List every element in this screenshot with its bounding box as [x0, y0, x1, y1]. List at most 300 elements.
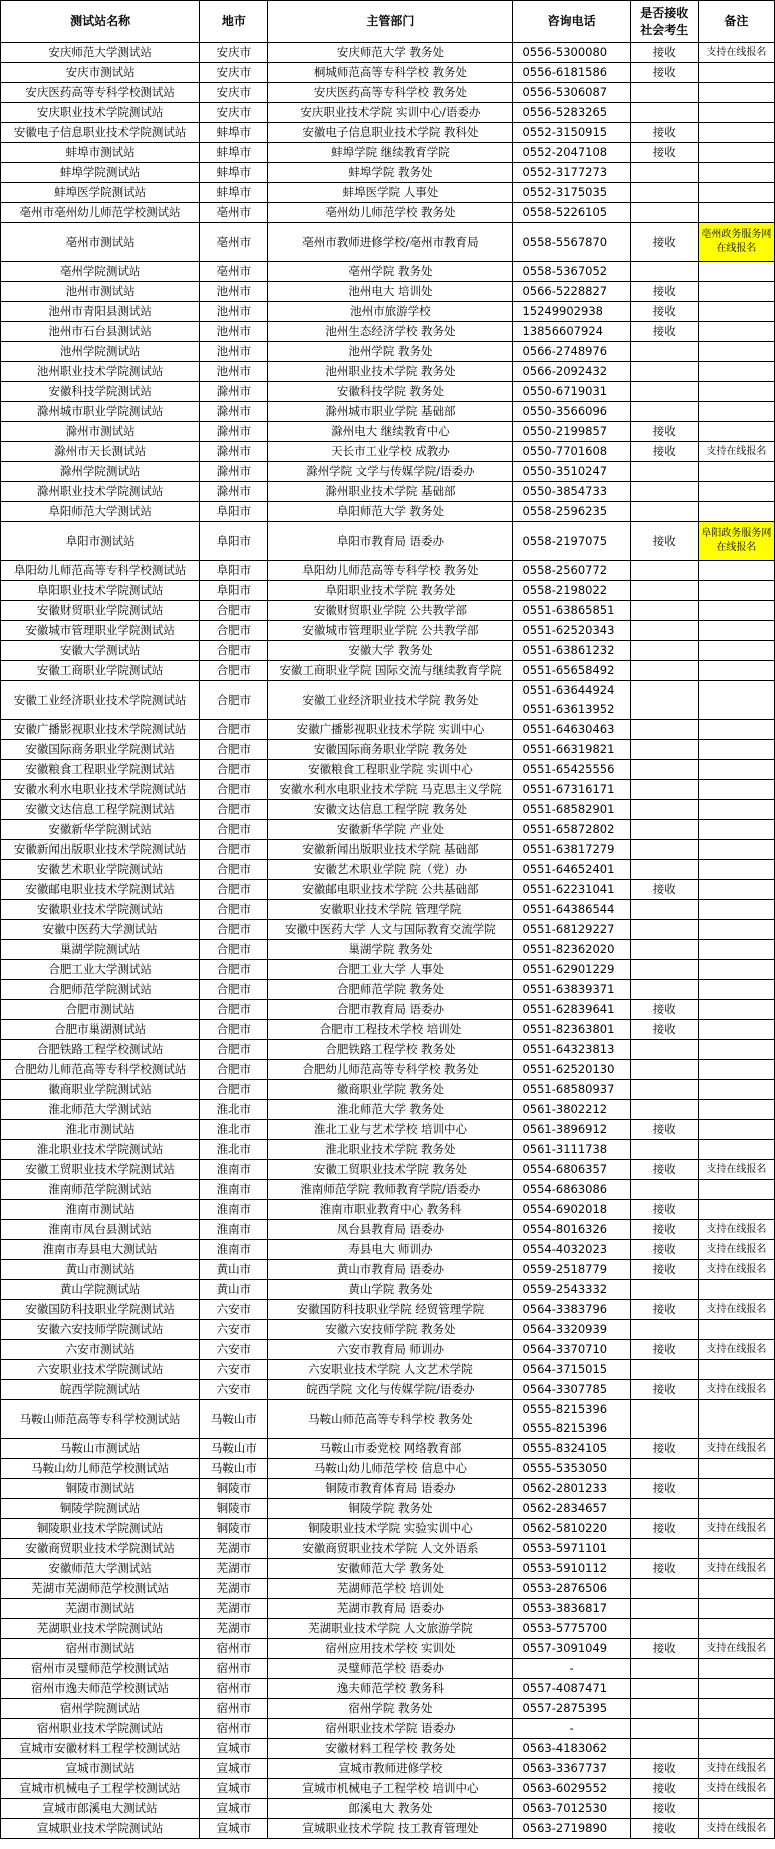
accept-public-cell: [630, 681, 698, 720]
phone-number: 0558-5226105: [522, 205, 608, 219]
phone-cell: [513, 1040, 630, 1060]
table-row: [1, 143, 775, 163]
department-cell: 合肥师范学院 教务处: [268, 980, 513, 1000]
accept-public-cell: 接收: [630, 1639, 698, 1659]
phone-cell: [513, 840, 630, 860]
header-city: 地市: [200, 1, 268, 43]
station-name-cell: 合肥师范学院测试站: [1, 980, 200, 1000]
table-row: [1, 920, 775, 940]
city-cell: 池州市: [200, 282, 268, 302]
table-row: [1, 980, 775, 1000]
city-cell: 合肥市: [200, 840, 268, 860]
city-cell: 合肥市: [200, 641, 268, 661]
city-cell: 铜陵市: [200, 1519, 268, 1539]
station-name-cell: 滁州市测试站: [1, 422, 200, 442]
table-row: [1, 163, 775, 183]
phone-number: 0564-3307785: [522, 1382, 608, 1396]
city-cell: 合肥市: [200, 720, 268, 740]
accept-public-cell: [630, 940, 698, 960]
note-cell: [698, 1060, 774, 1080]
phone-cell: [513, 641, 630, 661]
department-cell: 巢湖学院 教务处: [268, 940, 513, 960]
city-cell: 宿州市: [200, 1679, 268, 1699]
phone-cell: [513, 681, 630, 720]
accept-public-cell: 接收: [630, 1260, 698, 1280]
station-name-cell: 安徽新闻出版职业技术学院测试站: [1, 840, 200, 860]
phone-number: 0551-63613952: [522, 702, 615, 716]
department-cell: 安徽大学 教务处: [268, 641, 513, 661]
station-name-cell: 安徽广播影视职业技术学院测试站: [1, 720, 200, 740]
city-cell: 池州市: [200, 302, 268, 322]
city-cell: 淮南市: [200, 1180, 268, 1200]
table-row: [1, 1200, 775, 1220]
phone-number: 0558-2198022: [522, 583, 608, 597]
department-cell: 安徽商贸职业技术学院 人文外语系: [268, 1539, 513, 1559]
phone-number: 0553-3836817: [522, 1601, 608, 1615]
department-cell: 安徽职业技术学院 管理学院: [268, 900, 513, 920]
table-body: [1, 43, 775, 1839]
city-cell: 合肥市: [200, 920, 268, 940]
table-row: [1, 382, 775, 402]
station-name-cell: 安徽国际商务职业学院测试站: [1, 740, 200, 760]
accept-public-cell: [630, 1360, 698, 1380]
department-cell: 铜陵市教育体育局 语委办: [268, 1479, 513, 1499]
city-cell: 蚌埠市: [200, 163, 268, 183]
accept-public-cell: [630, 860, 698, 880]
station-name-cell: 安徽新华学院测试站: [1, 820, 200, 840]
accept-public-cell: [630, 980, 698, 1000]
table-row: [1, 223, 775, 262]
accept-public-cell: 接收: [630, 1200, 698, 1220]
phone-number: 0555-8215396: [522, 1402, 608, 1416]
station-name-cell: 宣城市安徽材料工程学校测试站: [1, 1739, 200, 1759]
phone-number: 0550-3854733: [522, 484, 608, 498]
department-cell: 合肥铁路工程学校 教务处: [268, 1040, 513, 1060]
phone-cell: [513, 1459, 630, 1479]
note-cell: [698, 1479, 774, 1499]
city-cell: 阜阳市: [200, 561, 268, 581]
station-name-cell: 六安市测试站: [1, 1340, 200, 1360]
phone-cell: [513, 1060, 630, 1080]
table-row: [1, 840, 775, 860]
table-row: [1, 1579, 775, 1599]
table-row: [1, 900, 775, 920]
phone-number: 0551-68129227: [522, 922, 615, 936]
table-row: [1, 1819, 775, 1839]
accept-public-cell: 接收: [630, 442, 698, 462]
station-name-cell: 亳州市亳州幼儿师范学校测试站: [1, 203, 200, 223]
accept-public-cell: [630, 1659, 698, 1679]
phone-cell: [513, 1180, 630, 1200]
city-cell: 合肥市: [200, 820, 268, 840]
phone-number: 0553-2876506: [522, 1581, 608, 1595]
city-cell: 合肥市: [200, 740, 268, 760]
header-note: 备注: [698, 1, 774, 43]
accept-public-cell: [630, 362, 698, 382]
table-row: [1, 1080, 775, 1100]
city-cell: 铜陵市: [200, 1499, 268, 1519]
note-cell: 支持在线报名: [698, 1260, 774, 1280]
table-row: [1, 641, 775, 661]
station-name-cell: 安徽师范大学测试站: [1, 1559, 200, 1579]
note-cell: [698, 502, 774, 522]
phone-cell: [513, 442, 630, 462]
accept-public-cell: [630, 103, 698, 123]
department-cell: 马鞍山师范高等专科学校 教务处: [268, 1400, 513, 1439]
table-row: [1, 760, 775, 780]
department-cell: 安徽国防科技职业学院 经贸管理学院: [268, 1300, 513, 1320]
city-cell: 合肥市: [200, 780, 268, 800]
phone-number: 0551-68582901: [522, 802, 615, 816]
city-cell: 合肥市: [200, 1080, 268, 1100]
phone-number: 0550-3510247: [522, 464, 608, 478]
station-name-cell: 黄山市测试站: [1, 1260, 200, 1280]
accept-public-cell: [630, 720, 698, 740]
city-cell: 合肥市: [200, 621, 268, 641]
accept-public-cell: [630, 960, 698, 980]
phone-cell: [513, 1000, 630, 1020]
department-cell: 六安市教育局 师训办: [268, 1340, 513, 1360]
station-name-cell: 阜阳职业技术学院测试站: [1, 581, 200, 601]
table-row: [1, 1699, 775, 1719]
department-cell: 池州市旅游学校: [268, 302, 513, 322]
phone-cell: [513, 720, 630, 740]
note-cell: [698, 1120, 774, 1140]
department-cell: 六安职业技术学院 人文艺术学院: [268, 1360, 513, 1380]
city-cell: 亳州市: [200, 223, 268, 262]
note-cell: [698, 183, 774, 203]
city-cell: 宣城市: [200, 1759, 268, 1779]
phone-cell: [513, 940, 630, 960]
table-row: [1, 482, 775, 502]
phone-cell: [513, 462, 630, 482]
city-cell: 安庆市: [200, 63, 268, 83]
note-cell: [698, 760, 774, 780]
header-station-name: 测试站名称: [1, 1, 200, 43]
department-cell: 淮北职业技术学院 教务处: [268, 1140, 513, 1160]
phone-cell: [513, 1479, 630, 1499]
station-name-cell: 蚌埠学院测试站: [1, 163, 200, 183]
accept-public-cell: [630, 163, 698, 183]
station-name-cell: 阜阳市测试站: [1, 522, 200, 561]
table-row: [1, 1240, 775, 1260]
note-cell: [698, 462, 774, 482]
department-cell: 阜阳幼儿师范高等专科学校 教务处: [268, 561, 513, 581]
station-name-cell: 安徽电子信息职业技术学院测试站: [1, 123, 200, 143]
station-name-cell: 合肥市测试站: [1, 1000, 200, 1020]
phone-number: 0551-62231041: [522, 882, 615, 896]
accept-public-cell: [630, 183, 698, 203]
table-row: [1, 740, 775, 760]
phone-cell: [513, 780, 630, 800]
city-cell: 阜阳市: [200, 581, 268, 601]
accept-public-cell: [630, 1619, 698, 1639]
phone-cell: [513, 342, 630, 362]
department-cell: 安徽广播影视职业技术学院 实训中心: [268, 720, 513, 740]
phone-number: 0551-63861232: [522, 643, 615, 657]
accept-public-cell: [630, 203, 698, 223]
department-cell: 芜湖师范学校 培训处: [268, 1579, 513, 1599]
accept-public-cell: [630, 1499, 698, 1519]
accept-public-cell: 接收: [630, 123, 698, 143]
table-row: [1, 1140, 775, 1160]
accept-public-cell: [630, 1719, 698, 1739]
table-row: [1, 1360, 775, 1380]
city-cell: 滁州市: [200, 382, 268, 402]
department-cell: 黄山市教育局 语委办: [268, 1260, 513, 1280]
note-cell: 支持在线报名: [698, 43, 774, 63]
note-cell: [698, 1020, 774, 1040]
note-cell: 支持在线报名: [698, 1439, 774, 1459]
table-row: [1, 561, 775, 581]
phone-cell: [513, 482, 630, 502]
accept-public-cell: 接收: [630, 1120, 698, 1140]
department-cell: 安徽师范大学 教务处: [268, 1559, 513, 1579]
table-row: [1, 1180, 775, 1200]
accept-public-cell: [630, 1140, 698, 1160]
department-cell: 安徽科技学院 教务处: [268, 382, 513, 402]
station-name-cell: 池州学院测试站: [1, 342, 200, 362]
phone-cell: [513, 223, 630, 262]
note-cell: [698, 482, 774, 502]
station-name-cell: 铜陵职业技术学院测试站: [1, 1519, 200, 1539]
phone-number: 0559-2518779: [522, 1262, 608, 1276]
city-cell: 芜湖市: [200, 1579, 268, 1599]
phone-number: 0556-5306087: [522, 85, 608, 99]
department-cell: 合肥工业大学 人事处: [268, 960, 513, 980]
phone-number: 0554-6902018: [522, 1202, 608, 1216]
station-name-cell: 淮北师范大学测试站: [1, 1100, 200, 1120]
phone-cell: [513, 1499, 630, 1519]
phone-number: 0552-3175035: [522, 185, 608, 199]
department-cell: 滁州职业技术学院 基础部: [268, 482, 513, 502]
department-cell: 马鞍山幼儿师范学校 信息中心: [268, 1459, 513, 1479]
station-name-cell: 安庆师范大学测试站: [1, 43, 200, 63]
station-name-cell: 宿州职业技术学院测试站: [1, 1719, 200, 1739]
phone-cell: [513, 820, 630, 840]
phone-number: 0551-65872802: [522, 822, 615, 836]
phone-number: 0558-2560772: [522, 563, 608, 577]
station-name-cell: 巢湖学院测试站: [1, 940, 200, 960]
phone-number: 0564-3370710: [522, 1342, 608, 1356]
department-cell: 安徽电子信息职业技术学院 教科处: [268, 123, 513, 143]
accept-public-cell: 接收: [630, 1380, 698, 1400]
station-name-cell: 亳州学院测试站: [1, 262, 200, 282]
accept-public-cell: [630, 900, 698, 920]
note-cell: [698, 163, 774, 183]
accept-public-cell: 接收: [630, 422, 698, 442]
city-cell: 池州市: [200, 342, 268, 362]
note-cell: [698, 1619, 774, 1639]
city-cell: 芜湖市: [200, 1539, 268, 1559]
department-cell: 安庆职业技术学院 实训中心/语委办: [268, 103, 513, 123]
accept-public-cell: [630, 1459, 698, 1479]
accept-public-cell: [630, 1400, 698, 1439]
city-cell: 马鞍山市: [200, 1459, 268, 1479]
station-name-cell: 安徽科技学院测试站: [1, 382, 200, 402]
station-name-cell: 宣城市机械电子工程学校测试站: [1, 1779, 200, 1799]
phone-number: 0558-5567870: [522, 234, 608, 249]
accept-public-cell: [630, 661, 698, 681]
table-row: [1, 1300, 775, 1320]
phone-cell: [513, 1779, 630, 1799]
phone-number: 0556-5283265: [522, 105, 608, 119]
city-cell: 芜湖市: [200, 1559, 268, 1579]
city-cell: 池州市: [200, 362, 268, 382]
phone-cell: [513, 1020, 630, 1040]
header-row: [1, 1, 775, 43]
table-row: [1, 462, 775, 482]
phone-number: 0551-67316171: [522, 782, 615, 796]
phone-cell: [513, 1400, 630, 1439]
phone-number: 0551-64386544: [522, 902, 615, 916]
department-cell: 安庆医药高等专科学校 教务处: [268, 83, 513, 103]
phone-number: 0551-82363801: [522, 1022, 615, 1036]
station-name-cell: 合肥工业大学测试站: [1, 960, 200, 980]
city-cell: 六安市: [200, 1380, 268, 1400]
table-row: [1, 661, 775, 681]
phone-number: 0566-2748976: [522, 344, 608, 358]
phone-cell: [513, 103, 630, 123]
note-cell: [698, 840, 774, 860]
phone-number: 0561-3802212: [522, 1102, 608, 1116]
phone-cell: [513, 63, 630, 83]
phone-number: 0557-4087471: [522, 1681, 608, 1695]
note-cell: [698, 342, 774, 362]
note-cell: [698, 1459, 774, 1479]
station-name-cell: 马鞍山幼儿师范学校测试站: [1, 1459, 200, 1479]
phone-cell: [513, 262, 630, 282]
phone-number: 0551-64652401: [522, 862, 615, 876]
table-row: [1, 1779, 775, 1799]
station-name-cell: 铜陵市测试站: [1, 1479, 200, 1499]
table-row: [1, 63, 775, 83]
phone-cell: [513, 1240, 630, 1260]
table-row: [1, 342, 775, 362]
table-row: [1, 581, 775, 601]
city-cell: 合肥市: [200, 980, 268, 1000]
city-cell: 滁州市: [200, 482, 268, 502]
note-cell: 支持在线报名: [698, 1340, 774, 1360]
department-cell: 池州职业技术学院 教务处: [268, 362, 513, 382]
phone-number: 0550-6719031: [522, 384, 608, 398]
table-row: [1, 1679, 775, 1699]
table-row: [1, 103, 775, 123]
phone-number: 0556-6181586: [522, 65, 608, 79]
city-cell: 宿州市: [200, 1699, 268, 1719]
city-cell: 合肥市: [200, 880, 268, 900]
department-cell: 灵璧师范学校 语委办: [268, 1659, 513, 1679]
table-row: [1, 960, 775, 980]
phone-cell: [513, 1559, 630, 1579]
city-cell: 芜湖市: [200, 1599, 268, 1619]
phone-cell: [513, 800, 630, 820]
accept-public-cell: [630, 1060, 698, 1080]
table-row: [1, 422, 775, 442]
accept-public-cell: [630, 462, 698, 482]
note-cell: [698, 103, 774, 123]
phone-cell: [513, 1220, 630, 1240]
table-row: [1, 780, 775, 800]
accept-public-cell: 接收: [630, 1479, 698, 1499]
city-cell: 淮南市: [200, 1240, 268, 1260]
table-row: [1, 1639, 775, 1659]
phone-number: 0563-4183062: [522, 1741, 608, 1755]
station-name-cell: 宣城市测试站: [1, 1759, 200, 1779]
header-department: 主管部门: [268, 1, 513, 43]
phone-cell: [513, 561, 630, 581]
phone-cell: [513, 1519, 630, 1539]
department-cell: 宣城市教师进修学校: [268, 1759, 513, 1779]
station-name-cell: 滁州学院测试站: [1, 462, 200, 482]
city-cell: 铜陵市: [200, 1479, 268, 1499]
department-cell: 安徽新华学院 产业处: [268, 820, 513, 840]
accept-public-cell: 接收: [630, 1300, 698, 1320]
phone-cell: [513, 1300, 630, 1320]
station-name-cell: 阜阳师范大学测试站: [1, 502, 200, 522]
city-cell: 蚌埠市: [200, 143, 268, 163]
table-row: [1, 1539, 775, 1559]
note-cell: [698, 740, 774, 760]
note-cell: [698, 282, 774, 302]
city-cell: 淮北市: [200, 1140, 268, 1160]
note-cell: [698, 1499, 774, 1519]
note-cell: 支持在线报名: [698, 1380, 774, 1400]
station-name-cell: 芜湖职业技术学院测试站: [1, 1619, 200, 1639]
phone-number: 0553-5775700: [522, 1621, 608, 1635]
note-cell: 支持在线报名: [698, 1160, 774, 1180]
accept-public-cell: 接收: [630, 302, 698, 322]
station-name-cell: 安徽粮食工程职业学院测试站: [1, 760, 200, 780]
note-cell: 支持在线报名: [698, 442, 774, 462]
city-cell: 安庆市: [200, 103, 268, 123]
department-cell: 宿州职业技术学院 语委办: [268, 1719, 513, 1739]
city-cell: 宣城市: [200, 1819, 268, 1839]
station-name-cell: 合肥幼儿师范高等专科学校测试站: [1, 1060, 200, 1080]
city-cell: 合肥市: [200, 1040, 268, 1060]
phone-number: 0558-5367052: [522, 264, 608, 278]
phone-cell: [513, 1160, 630, 1180]
phone-cell: [513, 1639, 630, 1659]
department-cell: 阜阳市教育局 语委办: [268, 522, 513, 561]
station-name-cell: 淮南市测试站: [1, 1200, 200, 1220]
table-row: [1, 203, 775, 223]
note-cell: [698, 720, 774, 740]
city-cell: 合肥市: [200, 1060, 268, 1080]
table-row: [1, 1320, 775, 1340]
phone-cell: [513, 1120, 630, 1140]
department-cell: 阜阳职业技术学院 教务处: [268, 581, 513, 601]
note-cell: [698, 641, 774, 661]
department-cell: 宣城市机械电子工程学校 培训中心: [268, 1779, 513, 1799]
note-cell: [698, 1100, 774, 1120]
station-name-cell: 马鞍山师范高等专科学校测试站: [1, 1400, 200, 1439]
phone-number: 0555-8215396: [522, 1421, 608, 1435]
department-cell: 蚌埠学院 教务处: [268, 163, 513, 183]
note-cell: [698, 1200, 774, 1220]
note-cell: [698, 262, 774, 282]
phone-number: 0562-5810220: [522, 1521, 608, 1535]
phone-cell: [513, 1360, 630, 1380]
table-row: [1, 282, 775, 302]
phone-cell: [513, 1280, 630, 1300]
phone-cell: [513, 422, 630, 442]
phone-number: 0553-5971101: [522, 1541, 608, 1555]
phone-number: -: [569, 1661, 574, 1675]
department-cell: 合肥市教育局 语委办: [268, 1000, 513, 1020]
phone-number: 0551-62520343: [522, 623, 615, 637]
table-row: [1, 1280, 775, 1300]
